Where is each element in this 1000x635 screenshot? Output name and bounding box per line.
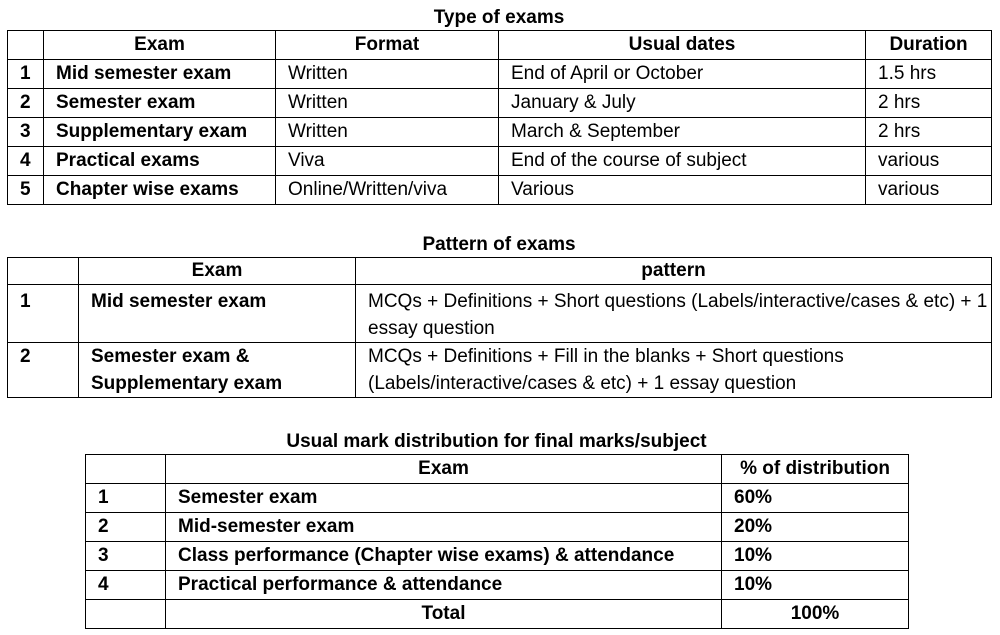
row-number: 3 <box>86 542 166 571</box>
header-num <box>86 455 166 484</box>
total-value: 100% <box>722 600 909 629</box>
exam-dates: End of the course of subject <box>499 147 866 176</box>
table-row <box>8 147 992 176</box>
percent-value: 10% <box>722 542 909 571</box>
header-pattern: pattern <box>356 258 992 285</box>
total-label: Total <box>166 600 722 629</box>
exam-pattern: MCQs + Definitions + Fill in the blanks + Short questions (Labels/interactive/cases & etc) + 1 essay question <box>356 343 992 398</box>
row-number: 2 <box>8 89 44 118</box>
row-number: 5 <box>8 176 44 205</box>
exam-name: Practical performance & attendance <box>166 571 722 600</box>
header-format: Format <box>276 31 499 60</box>
row-number: 4 <box>86 571 166 600</box>
table-row <box>86 542 909 571</box>
row-number: 1 <box>8 285 79 343</box>
header-exam: Exam <box>79 258 356 285</box>
table-row <box>8 118 992 147</box>
exam-format: Written <box>276 60 499 89</box>
row-number: 2 <box>86 513 166 542</box>
header-exam: Exam <box>166 455 722 484</box>
exam-name: Class performance (Chapter wise exams) & attendance <box>166 542 722 571</box>
row-number: 1 <box>86 484 166 513</box>
type-of-exams-table <box>7 30 992 205</box>
table-row <box>86 571 909 600</box>
exam-duration: various <box>866 176 992 205</box>
header-usual-dates: Usual dates <box>499 31 866 60</box>
exam-name: Mid-semester exam <box>166 513 722 542</box>
table-row <box>8 60 992 89</box>
exam-format: Written <box>276 118 499 147</box>
table-row <box>8 176 992 205</box>
exam-duration: 2 hrs <box>866 89 992 118</box>
percent-value: 20% <box>722 513 909 542</box>
exam-name: Mid semester exam <box>79 285 356 343</box>
exam-format: Online/Written/viva <box>276 176 499 205</box>
exam-name: Semester exam & Supplementary exam <box>79 343 356 398</box>
header-num <box>8 31 44 60</box>
exam-duration: 1.5 hrs <box>866 60 992 89</box>
pattern-of-exams-title: Pattern of exams <box>422 234 576 255</box>
exam-duration: 2 hrs <box>866 118 992 147</box>
table-row <box>8 89 992 118</box>
row-number: 4 <box>8 147 44 176</box>
mark-distribution-table <box>85 454 909 629</box>
mark-distribution-title: Usual mark distribution for final marks/subject <box>286 431 707 452</box>
table-header-row <box>86 455 909 484</box>
exam-pattern: MCQs + Definitions + Short questions (Labels/interactive/cases & etc) + 1 essay question <box>356 285 992 343</box>
header-exam: Exam <box>44 31 276 60</box>
type-of-exams-title: Type of exams <box>433 7 565 28</box>
table-row <box>86 484 909 513</box>
table-row <box>8 285 992 343</box>
table-header-row <box>8 31 992 60</box>
exam-name: Semester exam <box>166 484 722 513</box>
exam-name: Semester exam <box>44 89 276 118</box>
exam-dates: January & July <box>499 89 866 118</box>
exam-duration: various <box>866 147 992 176</box>
exam-dates: March & September <box>499 118 866 147</box>
row-number: 2 <box>8 343 79 398</box>
exam-name: Practical exams <box>44 147 276 176</box>
header-duration: Duration <box>866 31 992 60</box>
header-percent: % of distribution <box>722 455 909 484</box>
exam-dates: End of April or October <box>499 60 866 89</box>
table-row <box>8 343 992 398</box>
exam-format: Viva <box>276 147 499 176</box>
row-number: 3 <box>8 118 44 147</box>
table-header-row <box>8 258 992 285</box>
exam-dates: Various <box>499 176 866 205</box>
row-number: 1 <box>8 60 44 89</box>
pattern-of-exams-section <box>7 233 991 398</box>
type-of-exams-section <box>7 6 991 205</box>
total-blank-cell <box>86 600 166 629</box>
exam-format: Written <box>276 89 499 118</box>
exam-name: Chapter wise exams <box>44 176 276 205</box>
exam-name: Supplementary exam <box>44 118 276 147</box>
header-num <box>8 258 79 285</box>
pattern-of-exams-table <box>7 257 992 398</box>
total-row <box>86 600 909 629</box>
mark-distribution-section <box>85 430 908 629</box>
percent-value: 10% <box>722 571 909 600</box>
percent-value: 60% <box>722 484 909 513</box>
table-row <box>86 513 909 542</box>
exam-name: Mid semester exam <box>44 60 276 89</box>
